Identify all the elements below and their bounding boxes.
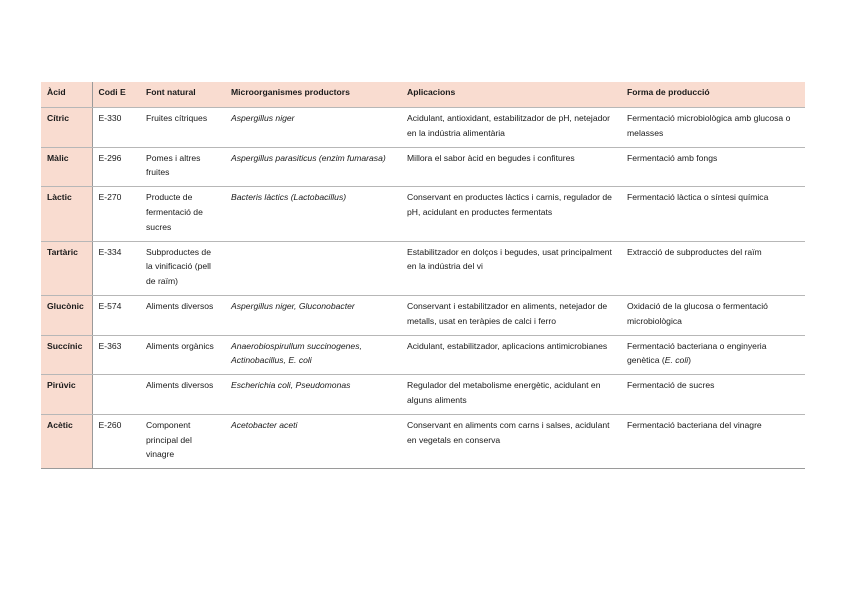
cell-production: Fermentació amb fongs [621, 147, 805, 187]
cell-code: E-574 [92, 295, 140, 335]
header-source: Font natural [140, 82, 225, 108]
cell-production: Oxidació de la glucosa o fermentació microbiològica [621, 295, 805, 335]
cell-source: Aliments diversos [140, 375, 225, 415]
cell-micro: Anaerobiospirullum succinogenes, Actinobacillus, E. coli [225, 335, 401, 375]
table-row [41, 375, 805, 415]
header-acid: Àcid [41, 82, 92, 108]
cell-source: Aliments diversos [140, 295, 225, 335]
cell-production: Fermentació de sucres [621, 375, 805, 415]
cell-micro [225, 241, 401, 295]
cell-applications: Regulador del metabolisme energètic, acidulant en alguns aliments [401, 375, 621, 415]
cell-acid: Cítric [41, 108, 92, 148]
cell-code: E-334 [92, 241, 140, 295]
cell-production [621, 335, 805, 375]
cell-applications: Acidulant, estabilitzador, aplicacions antimicrobianes [401, 335, 621, 375]
cell-applications: Conservant i estabilitzador en aliments, netejador de metalls, usat en teràpies de calci i ferro [401, 295, 621, 335]
cell-acid: Tartàric [41, 241, 92, 295]
table-header-row [41, 82, 805, 108]
cell-micro: Escherichia coli, Pseudomonas [225, 375, 401, 415]
cell-source: Component principal del vinagre [140, 414, 225, 468]
cell-acid: Màlic [41, 147, 92, 187]
table-row [41, 187, 805, 241]
header-code: Codi E [92, 82, 140, 108]
production-organism: E. coli [664, 355, 689, 366]
cell-acid: Acètic [41, 414, 92, 468]
cell-applications: Estabilitzador en dolços i begudes, usat principalment en la indústria del vi [401, 241, 621, 295]
cell-code: E-296 [92, 147, 140, 187]
cell-code [92, 375, 140, 415]
header-micro: Microorganismes productors [225, 82, 401, 108]
cell-applications: Conservant en aliments com carns i salses, acidulant en vegetals en conserva [401, 414, 621, 468]
production-text-end: ) [688, 355, 692, 366]
cell-micro: Aspergillus niger [225, 108, 401, 148]
cell-micro: Aspergillus parasiticus (enzim fumarasa) [225, 147, 401, 187]
cell-applications: Millora el sabor àcid en begudes i confitures [401, 147, 621, 187]
table-row [41, 108, 805, 148]
cell-code: E-363 [92, 335, 140, 375]
cell-production: Fermentació microbiològica amb glucosa o melasses [621, 108, 805, 148]
table-row [41, 241, 805, 295]
cell-source: Fruites cítriques [140, 108, 225, 148]
cell-source: Producte de fermentació de sucres [140, 187, 225, 241]
cell-applications: Acidulant, antioxidant, estabilitzador de pH, netejador en la indústria alimentària [401, 108, 621, 148]
cell-applications: Conservant en productes làctics i carnis, regulador de pH, acidulant en productes fermentats [401, 187, 621, 241]
table-row [41, 295, 805, 335]
cell-source: Subproductes de la vinificació (pell de raïm) [140, 241, 225, 295]
cell-acid: Làctic [41, 187, 92, 241]
cell-production: Extracció de subproductes del raïm [621, 241, 805, 295]
cell-acid: Succínic [41, 335, 92, 375]
production-text: Fermentació bacteriana o enginyeria genètica ( [627, 340, 767, 366]
header-production: Forma de producció [621, 82, 805, 108]
table-row [41, 147, 805, 187]
cell-production: Fermentació bacteriana del vinagre [621, 414, 805, 468]
cell-acid: Glucònic [41, 295, 92, 335]
cell-acid: Pirúvic [41, 375, 92, 415]
cell-micro: Bacteris làctics (Lactobacillus) [225, 187, 401, 241]
cell-code: E-270 [92, 187, 140, 241]
cell-production: Fermentació làctica o síntesi química [621, 187, 805, 241]
cell-code: E-330 [92, 108, 140, 148]
cell-code: E-260 [92, 414, 140, 468]
cell-micro: Aspergillus niger, Gluconobacter [225, 295, 401, 335]
table-row [41, 414, 805, 468]
acids-table [41, 82, 805, 469]
cell-micro: Acetobacter aceti [225, 414, 401, 468]
cell-source: Aliments orgànics [140, 335, 225, 375]
cell-source: Pomes i altres fruites [140, 147, 225, 187]
table-row [41, 335, 805, 375]
header-applications: Aplicacions [401, 82, 621, 108]
